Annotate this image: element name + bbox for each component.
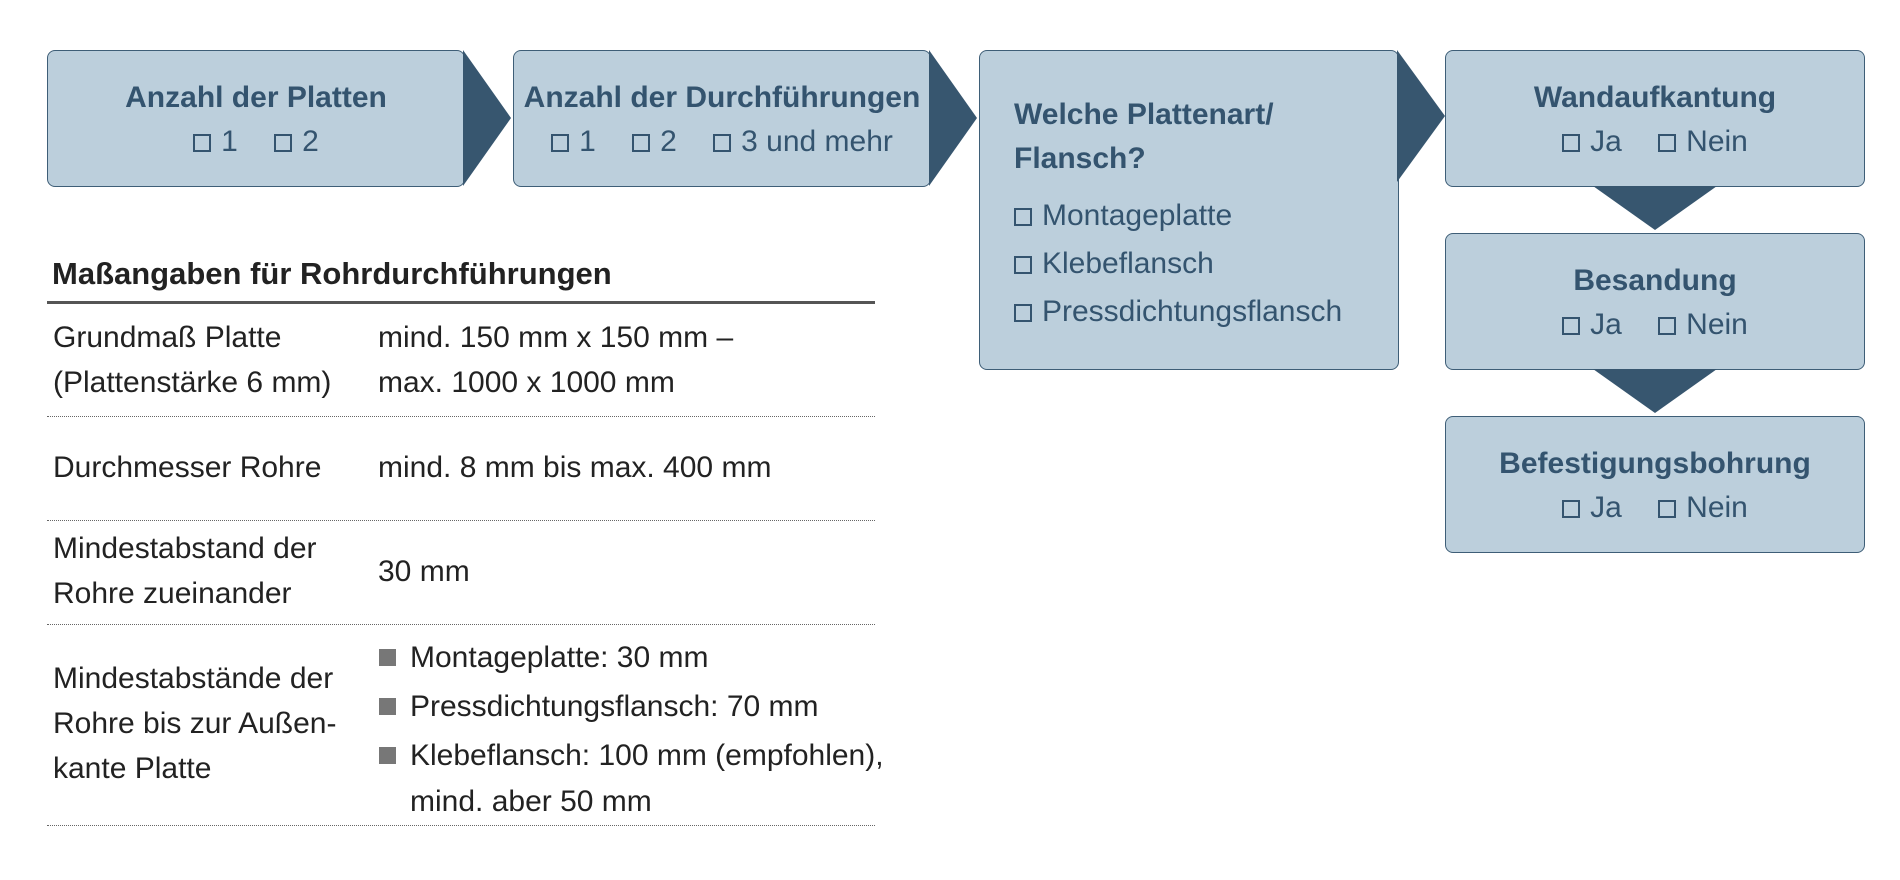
row-value: 30 mm [378,555,470,588]
step-box-sanding [1445,233,1865,370]
option-montageplatte[interactable]: Montageplatte [1014,199,1398,233]
square-bullet-icon [379,649,396,666]
checkbox[interactable] [1658,500,1676,518]
checkbox[interactable] [1014,304,1032,322]
table-row [47,521,875,625]
square-bullet-icon [379,698,396,715]
row-label: Mindestabstand der Rohre zueinander [53,532,317,610]
table-row [47,625,884,826]
list-item: Klebeflansch: 100 mm (empfohlen), [379,731,884,780]
square-bullet-icon [379,747,396,764]
checkbox[interactable] [274,134,292,152]
step-box-wall-upstand [1445,50,1865,187]
list-item-continuation: mind. aber 50 mm [410,785,652,818]
step-title: Besandung [1573,264,1737,297]
checkbox[interactable] [551,134,569,152]
checkbox[interactable] [1658,317,1676,335]
option-nein[interactable]: Nein [1658,308,1748,342]
checkbox[interactable] [1014,208,1032,226]
row-label: Grundmaß Platte (Plattenstärke 6 mm) [53,321,332,399]
step-title: Wandaufkantung [1533,81,1777,114]
table-row [47,304,875,417]
row-label: Durchmesser Rohre [53,451,322,484]
option-pressdichtungsflansch[interactable]: Pressdichtungsflansch [1014,295,1398,329]
option-ja[interactable]: Ja [1562,125,1622,159]
checkbox[interactable] [1562,500,1580,518]
arrow-down [1593,369,1717,413]
step-title: Welche Plattenart/ [1014,98,1274,131]
checkbox[interactable] [713,134,731,152]
arrow-down [1593,186,1717,230]
step-title: Anzahl der Platten [125,81,387,114]
row-value: mind. 150 mm x 150 mm – max. 1000 x 1000 mm [378,321,734,399]
option-2[interactable]: 2 [632,125,677,159]
checkbox[interactable] [1014,256,1032,274]
table-title: Maßangaben für Rohrdurchführungen [52,256,612,291]
list-item: Montageplatte: 30 mm [379,633,884,682]
checkbox[interactable] [1562,317,1580,335]
option-ja[interactable]: Ja [1562,308,1622,342]
checkbox[interactable] [1562,134,1580,152]
step-box-mounting-holes [1445,416,1865,553]
step-box-plates [47,50,465,187]
option-klebeflansch[interactable]: Klebeflansch [1014,247,1398,281]
step-box-plate-type [979,50,1399,370]
option-2[interactable]: 2 [274,125,319,159]
row-label: Mindestabstände der Rohre bis zur Außen- kante Platte [53,662,337,785]
arrow-right [463,50,511,186]
checkbox[interactable] [1658,134,1676,152]
step-title: Anzahl der Durchführungen [523,81,921,114]
arrow-right [929,50,977,186]
option-1[interactable]: 1 [193,125,238,159]
option-nein[interactable]: Nein [1658,125,1748,159]
table-row [47,417,875,521]
step-title-line2: Flansch? [1014,142,1146,175]
row-value-list [379,633,884,824]
step-box-feedthroughs [513,50,931,187]
row-value: mind. 8 mm bis max. 400 mm [378,451,772,484]
checkbox[interactable] [193,134,211,152]
option-nein[interactable]: Nein [1658,491,1748,525]
arrow-right [1397,50,1445,182]
option-1[interactable]: 1 [551,125,596,159]
list-item: Pressdichtungsflansch: 70 mm [379,682,884,731]
checkbox[interactable] [632,134,650,152]
step-title: Befestigungsbohrung [1499,447,1811,480]
option-3[interactable]: 3 und mehr [713,125,893,159]
option-ja[interactable]: Ja [1562,491,1622,525]
